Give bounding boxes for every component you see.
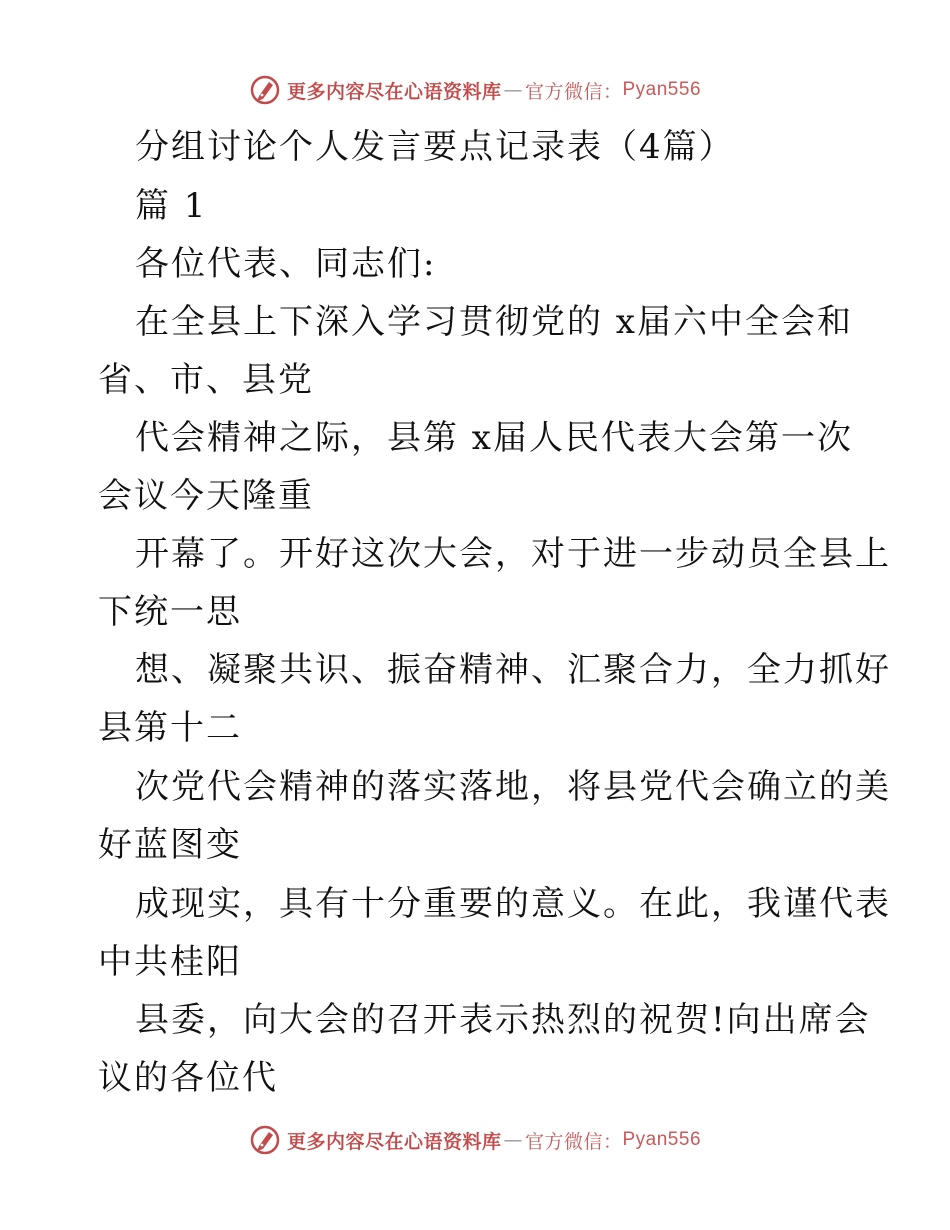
document-title: 分组讨论个人发言要点记录表（4篇） <box>135 127 735 167</box>
pen-logo-icon <box>249 74 281 106</box>
paragraph-line: 成现实，具有十分重要的意义。在此，我谨代表 <box>135 884 891 924</box>
paragraph-line: 代会精神之际，县第 x届人民代表大会第一次 <box>135 418 853 458</box>
paragraph-line: 县委，向大会的召开表示热烈的祝贺!向出席会 <box>135 1000 871 1040</box>
section-heading: 篇 1 <box>135 186 208 226</box>
paragraph-line: 县第十二 <box>98 708 242 748</box>
banner-wechat-label: 官方微信： <box>524 80 623 103</box>
banner-wechat-id: Pyan556 <box>622 79 702 100</box>
paragraph-line: 好蓝图变 <box>98 825 242 865</box>
paragraph-line: 中共桂阳 <box>98 942 242 982</box>
paragraph-line: 各位代表、同志们: <box>135 244 437 284</box>
banner-separator: — <box>503 1129 523 1151</box>
header-banner <box>0 70 950 110</box>
paragraph-line: 想、凝聚共识、振奋精神、汇聚合力，全力抓好 <box>135 650 891 690</box>
banner-wechat-label: 官方微信： <box>524 1130 623 1153</box>
footer-banner <box>0 1120 950 1160</box>
paragraph-line: 省、市、县党 <box>98 360 314 400</box>
banner-brand-text: 更多内容尽在心语资料库 <box>286 1130 502 1153</box>
banner-separator: — <box>503 79 523 101</box>
pen-logo-icon <box>249 1124 281 1156</box>
paragraph-line: 开幕了。开好这次大会，对于进一步动员全县上 <box>135 534 891 574</box>
banner-wechat-id: Pyan556 <box>622 1129 702 1150</box>
banner-brand-text: 更多内容尽在心语资料库 <box>286 80 502 103</box>
paragraph-line: 会议今天隆重 <box>98 476 314 516</box>
paragraph-line: 议的各位代 <box>98 1058 278 1098</box>
paragraph-line: 在全县上下深入学习贯彻党的 x届六中全会和 <box>135 302 853 342</box>
paragraph-line: 次党代会精神的落实落地，将县党代会确立的美 <box>135 767 891 807</box>
paragraph-line: 下统一思 <box>98 592 242 632</box>
